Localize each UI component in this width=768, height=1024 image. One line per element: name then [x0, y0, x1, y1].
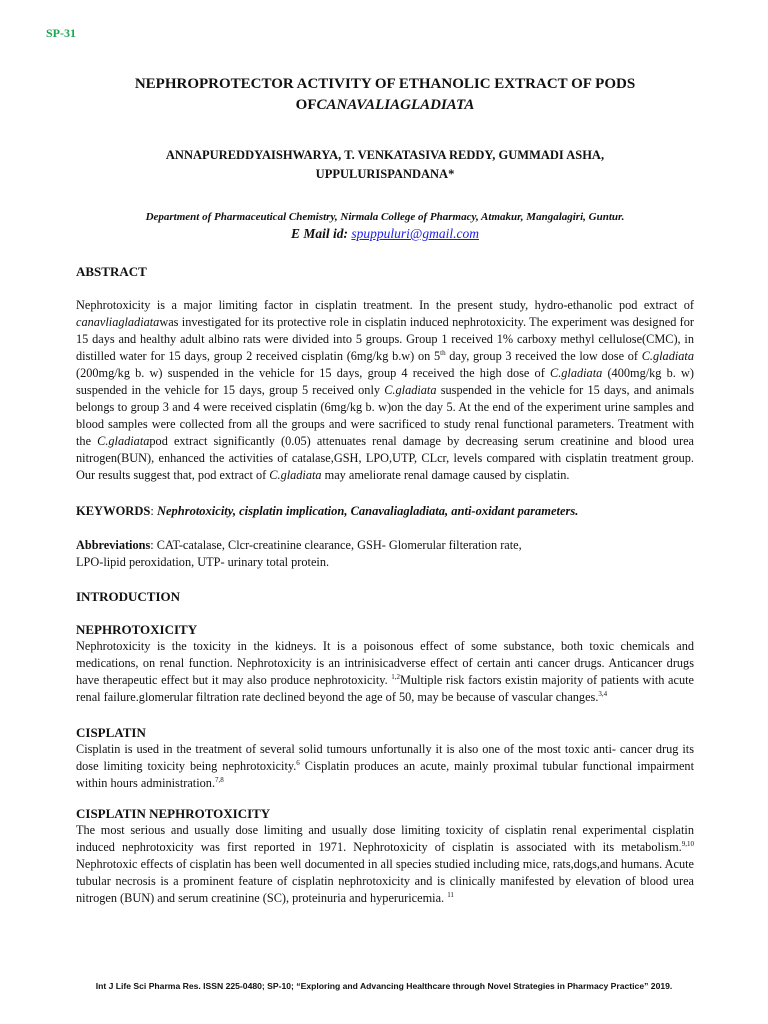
- abbreviations-line-1: : CAT-catalase, Clcr-creatinine clearance, GSH- Glomerular filteration rate,: [150, 538, 522, 552]
- article: [76, 74, 694, 907]
- citation-ref: 3,4: [598, 689, 608, 698]
- abbreviations: [76, 537, 694, 571]
- email-link[interactable]: spuppuluri@gmail.com: [351, 226, 479, 241]
- paragraph-run: Nephrotoxicity is the toxicity in the kidneys. It is a poisonous effect of some substance, both toxic chemicals and medications, on renal function. Nephrotoxicity is an intrinisicadverse effect of certain anti cancer drugs. Anticancer drugs have therapeutic effect but it may also produce nephrotoxicity.: [76, 639, 694, 687]
- citation-ref: 11: [447, 890, 454, 899]
- cisplatin-nephrotoxicity-heading: CISPLATIN NEPHROTOXICITY: [76, 806, 271, 821]
- abstract-run: may ameliorate renal damage caused by cisplatin.: [321, 468, 570, 482]
- paragraph-run: The most serious and usually dose limiting and usually dose limiting toxicity of cisplatin renal experimental cisplatin induced nephrotoxicity was first reported in 1971. Nephrotoxicity of cisplatin is associated with its metabolism.: [76, 823, 694, 854]
- title-line-2-prefix: OF: [295, 97, 317, 113]
- paragraph-run: Nephrotoxic effects of cisplatin has been well documented in all species studied including mice, rats,dogs,and humans. Acute tubular necrosis is a prominent feature of cisplatin nephrotoxicity and is clinically manifested by elevation of blood urea nitrogen (BUN) and serum creatinine (SC), proteinuria and hyperuricemia.: [76, 857, 694, 905]
- abstract-run: Nephrotoxicity is a major limiting factor in cisplatin treatment. In the present study, hydro-ethanolic pod extract of: [76, 298, 694, 312]
- citation-ref: 7,8: [215, 775, 224, 784]
- keywords-text: Nephrotoxicity, cisplatin implication, Canavaliagladiata, anti-oxidant parameters.: [156, 504, 579, 518]
- cisplatin-nephrotoxicity-text: [76, 822, 694, 907]
- keywords-separator: :: [150, 504, 157, 518]
- abstract-heading: ABSTRACT: [76, 264, 147, 279]
- ordinal-suffix: th: [440, 348, 446, 357]
- species-name: C.gladiata: [269, 468, 322, 482]
- title-species: CANAVALIAGLADIATA: [316, 97, 475, 113]
- species-name: C.gladiata: [550, 366, 603, 380]
- article-title: [76, 74, 694, 116]
- paragraph-run: Cisplatin is used in the treatment of several solid tumours unfortunally it is also one of the most toxic anti- cancer drug its dose limiting toxicity being nephrotoxicity.: [76, 742, 694, 773]
- abstract-run: suspended in the vehicle for 15 days, and animals belongs to group 3 and 4 were received cisplatin (6mg/kg b. w)on the day 5. At the end of the experiment urine samples and blood samples were collected from all the groups and were sacrificed to study renal functional parameters. Treatment with the: [76, 383, 694, 448]
- page-footer: Int J Life Sci Pharma Res. ISSN 225-0480; SP-10; “Exploring and Advancing Healthcare through Novel Strategies in Pharmacy Practice” 2019.: [95, 981, 673, 991]
- citation-ref: 6: [296, 758, 300, 767]
- authors-line-1: ANNAPUREDDYAISHWARYA, T. VENKATASIVA REDDY, GUMMADI ASHA,: [165, 148, 605, 162]
- paragraph-run: Cisplatin produces an acute, mainly proximal tubular functional impairment within hours administration.: [76, 759, 694, 790]
- authors-line-2: UPPULURISPANDANA*: [315, 167, 455, 181]
- cisplatin-heading: CISPLATIN: [76, 725, 146, 740]
- abstract-run: (200mg/kg b. w) suspended in the vehicle for 15 days, group 4 received the high dose of: [76, 366, 550, 380]
- abstract-run: day, group 3 received the low dose of: [445, 349, 642, 363]
- abbreviations-label: Abbreviations: [76, 538, 151, 552]
- page-code: SP-31: [46, 26, 76, 40]
- abstract-run: pod extract significantly (0.05) attenuates renal damage by decreasing serum creatinine and blood urea nitrogen(BUN), enhanced the activities of catalase,GSH, LPO,UTP, CLcr, levels compared with cisplatin treatment group. Our results suggest that, pod extract of: [76, 434, 694, 482]
- affiliation: Department of Pharmaceutical Chemistry, Nirmala College of Pharmacy, Atmakur, Mangalagiri, Guntur.: [145, 211, 625, 223]
- abstract-text: [76, 297, 694, 484]
- species-name: canavliagladiata: [76, 315, 160, 329]
- citation-ref: 9,10: [681, 839, 694, 848]
- paragraph-run: Multiple risk factors existin majority of patients with acute renal failure.glomerular filtration rate declined beyond the age of 50, may be because of vascular changes.: [76, 673, 694, 704]
- cisplatin-text: [76, 741, 694, 792]
- introduction-heading: INTRODUCTION: [76, 589, 181, 604]
- species-name: C.gladiata: [384, 383, 437, 397]
- title-line-1: NEPHROPROTECTOR ACTIVITY OF ETHANOLIC EXTRACT OF PODS: [134, 76, 636, 92]
- author-list: [76, 146, 694, 184]
- abbreviations-line-2: LPO-lipid peroxidation, UTP- urinary total protein.: [76, 555, 330, 569]
- species-name: C.gladiata: [641, 349, 694, 363]
- email-label: E Mail id:: [291, 226, 352, 241]
- citation-ref: 1,2: [391, 672, 401, 681]
- nephrotoxicity-heading: NEPHROTOXICITY: [76, 622, 198, 637]
- abstract-run: (400mg/kg b. w) suspended in the vehicle for 15 days, group 5 received only: [76, 366, 694, 397]
- keywords-label: KEYWORDS: [76, 504, 151, 518]
- abstract-run: was investigated for its protective role in cisplatin induced nephrotoxicity. The experiment was designed for 15 days and healthy adult albino rats were divided into 5 groups. Group 1 received 1% carboxy methyl cellulose(CMC), in distilled water for 15 days, group 2 received cisplatin (6mg/kg b.w) on 5: [76, 315, 694, 363]
- nephrotoxicity-text: [76, 638, 694, 706]
- email-line: [76, 225, 694, 242]
- species-name: C.gladiata: [97, 434, 150, 448]
- keywords: [76, 503, 694, 520]
